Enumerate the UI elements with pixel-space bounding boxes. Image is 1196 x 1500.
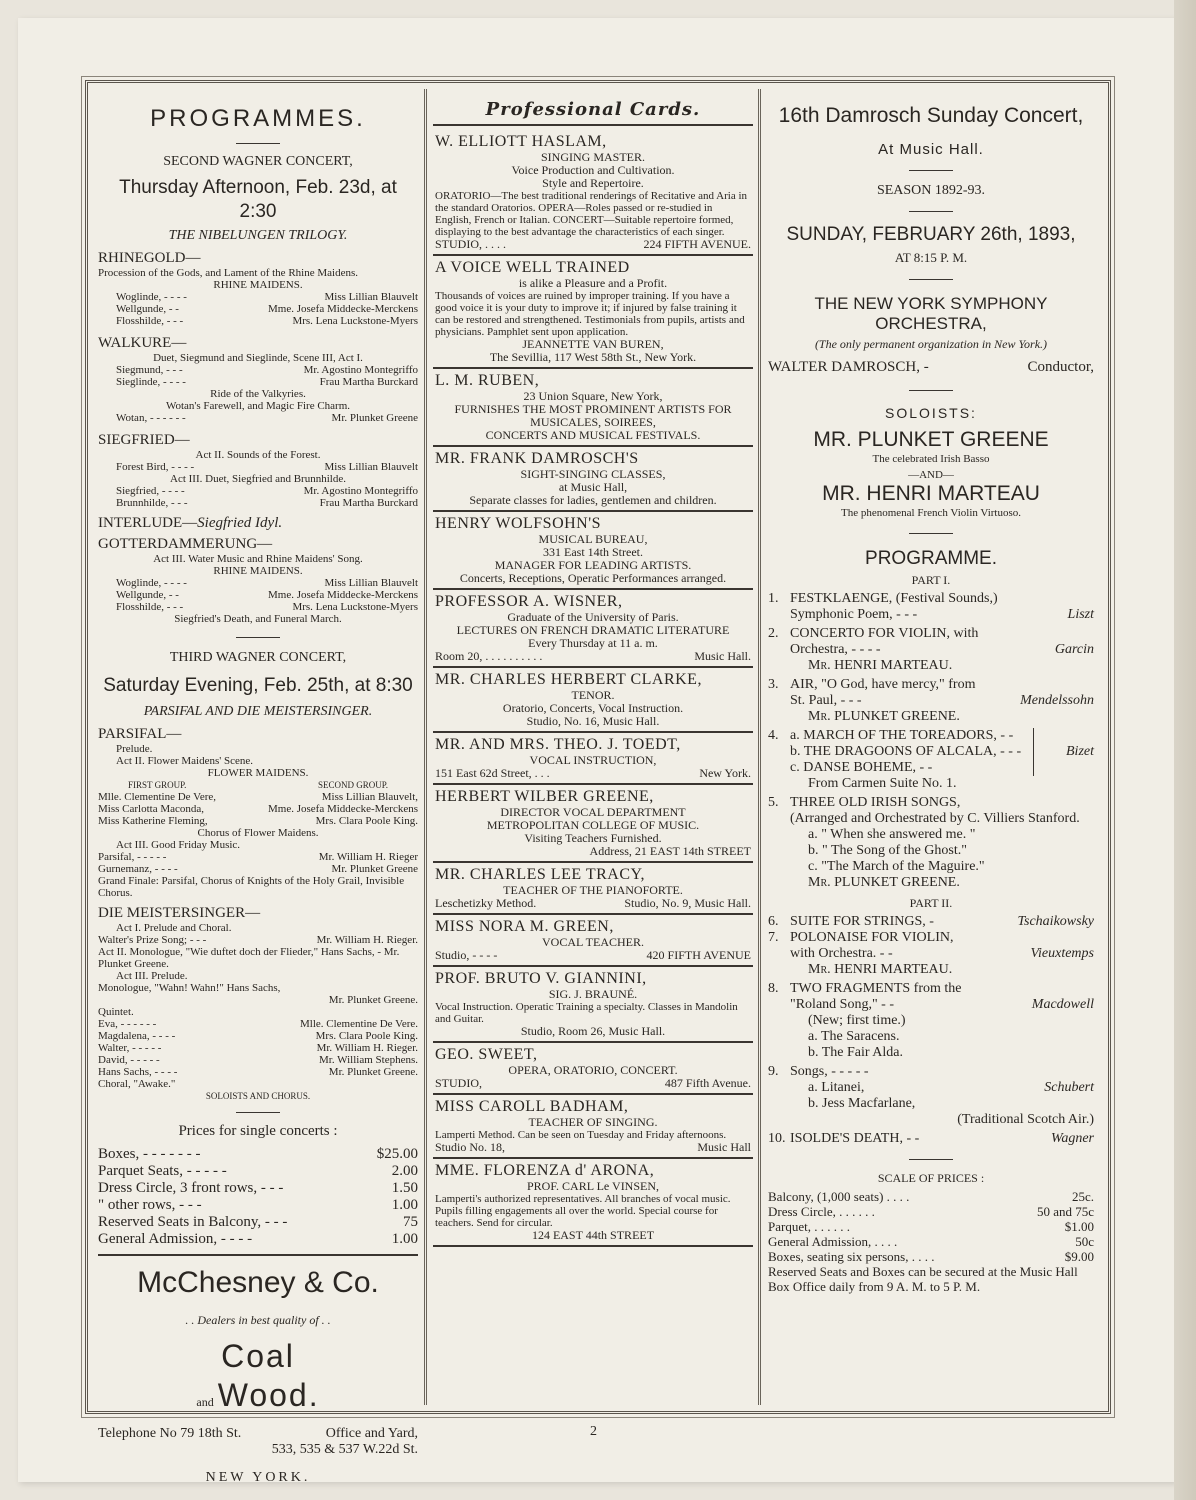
price-label: General Admission, - - - - [98,1231,253,1247]
role: Flosshilde, - - - [116,315,184,327]
programme-item: From Carmen Suite No. 1. [808,776,957,791]
composer: Mendelssohn [1020,693,1094,708]
card-line: METROPOLITAN COLLEGE OF MUSIC. [486,818,700,832]
price-row [98,1197,418,1214]
role: Forest Bird, - - - - [116,461,195,473]
office: Office and Yard, [325,1426,418,1441]
composer: Vieuxtemps [1030,946,1094,961]
card-footer: Leschetizky Method. [435,896,537,910]
card-line: Oratorio, Concerts, Vocal Instruction. [502,701,684,715]
card-line: Separate classes for ladies, gentlemen and children. [469,493,717,507]
performer: Frau Martha Burckard [319,376,418,388]
programme-item: POLONAISE FOR VIOLIN, [790,930,954,945]
role: Flosshilde, - - - [116,601,184,613]
concert-time: AT 8:15 P. M. [894,250,968,265]
performer: Mr. PLUNKET GREENE. [808,875,960,890]
programme-item: a. " When she answered me. " [808,827,976,842]
professional-card [433,447,753,512]
price-label: " other rows, - - - [98,1197,202,1213]
wood-word: Wood. [217,1377,320,1413]
price-row [768,1234,1094,1249]
programme-item: Songs, - - - - - [790,1064,869,1079]
card-name: GEO. SWEET, [435,1046,538,1063]
performer: Mr. HENRI MARTEAU. [808,962,953,977]
programme-line: Quintet. [98,1006,134,1018]
card-line: Lamperti Method. Can be seen on Tuesday and Friday afternoons. [435,1129,727,1141]
card-line: Studio, No. 16, Music Hall. [526,714,660,728]
card-footer: STUDIO, . . . . [435,237,506,251]
card-line: OPERA, ORATORIO, CONCERT. [508,1063,678,1077]
group-label: FIRST GROUP. [128,780,187,790]
column-divider [758,89,765,1405]
programme-line: Act I. Prelude and Choral. [116,922,232,934]
price-row [98,1214,418,1231]
card-line: MUSICAL BUREAU, [538,532,648,546]
card-footer: 487 Fifth Avenue. [664,1076,751,1090]
performer: Mlle. Clementine De Vere. [299,1018,418,1030]
programme-item: FESTKLAENGE, (Festival Sounds,) [790,591,998,606]
card-line: Studio, Room 26, Music Hall. [520,1024,666,1038]
card-footer: Studio, - - - - [435,948,498,962]
card-line: SINGING MASTER. [540,150,645,164]
performer: Mr. Plunket Greene. [328,994,418,1006]
card-line: VOCAL INSTRUCTION, [529,753,657,767]
card-name: MME. FLORENZA d' ARONA, [435,1162,655,1179]
card-line: SIGHT-SINGING CLASSES, [520,467,666,481]
programme-item: a. MARCH OF THE TOREADORS, - - [790,728,1014,743]
card-line: SIG. J. BRAUNÉ. [548,987,638,1001]
programme-line: Wotan's Farewell, and Magic Fire Charm. [165,400,351,412]
professional-card [433,1095,753,1159]
price-label: Parquet Seats, - - - - - [98,1163,227,1179]
card-name: L. M. RUBEN, [435,372,540,389]
coal-word: Coal [221,1338,295,1374]
performer: Mr. Agostino Montegriffo [303,485,418,497]
performer: Mrs. Clara Poole King. [315,1030,418,1042]
price-label: Dress Circle, . . . . . . [768,1204,875,1219]
performer: Mme. Josefa Middecke-Merckens [268,589,418,601]
part-heading: PART II. [909,896,953,910]
card-footer: Music Hall [697,1140,751,1154]
price-value: $1.00 [1064,1219,1094,1234]
programme-heading: PROGRAMME. [865,548,997,569]
role: Sieglinde, - - - - [116,376,186,388]
concert-date: SUNDAY, FEBRUARY 26th, 1893, [786,224,1076,245]
programme-item: "Roland Song," - - [790,997,894,1012]
professional-card [433,733,753,785]
role: Siegmund, - - - [116,364,183,376]
role: Woglinde, - - - - [116,291,187,303]
card-name: HERBERT WILBER GREENE, [435,788,654,805]
card-line: DIRECTOR VOCAL DEPARTMENT [500,805,686,819]
soloist-name: MR. PLUNKET GREENE [813,428,1049,451]
performer: Miss Lillian Blauvelt, [321,791,418,803]
card-line: Style and Repertoire. [542,176,644,190]
programme-line: FLOWER MAIDENS. [207,767,309,779]
card-line: Graduate of the University of Paris. [507,610,679,624]
card-line: Visiting Teachers Furnished. [524,831,662,845]
programme-line: Grand Finale: Parsifal, Chorus of Knights of the Holy Grail, Invisible Chorus. [98,875,405,899]
orchestra-note: (The only permanent organization in New York.) [814,337,1048,351]
composer: Bizet [1066,744,1094,759]
professional-card [433,863,753,915]
part-heading: PART I. [911,573,951,587]
card-line: Vocal Instruction. Operatic Training a specialty. Classes in Mandolin and Guitar. [435,1001,738,1025]
programme-item: Symphonic Poem, - - - [790,607,918,622]
programme-item: c. "The March of the Maguire." [808,859,985,874]
composer: Wagner [1050,1131,1094,1146]
role: Walter, - - - - - [98,1042,162,1054]
programmes-column [98,99,418,1485]
programme-line: Act III. Water Music and Rhine Maidens' Song. [153,553,363,565]
professional-card [433,130,753,256]
role: Siegfried, - - - - [116,485,185,497]
price-label: Balcony, (1,000 seats) . . . . [768,1189,910,1204]
performer: Mrs. Lena Luckstone-Myers [292,315,418,327]
price-value: 75 [403,1214,418,1230]
card-name: PROF. BRUTO V. GIANNINI, [435,970,647,987]
professional-card [433,668,753,733]
card-name: MR. AND MRS. THEO. J. TOEDT, [435,736,681,753]
card-line: Every Thursday at 11 a. m. [528,636,658,650]
card-name: MR. FRANK DAMROSCH'S [435,450,639,467]
card-line: JEANNETTE VAN BUREN, [522,337,664,351]
performer: Mr. William H. Rieger [318,851,418,863]
performer: Mme. Josefa Middecke-Merckens [268,303,418,315]
telephone: Telephone No 79 18th St. [98,1426,242,1441]
card-name: A VOICE WELL TRAINED [435,259,630,276]
price-value: 1.00 [391,1197,418,1213]
programme-line: Act III. Duet, Siegfried and Brunnhilde. [170,473,346,485]
programme-item: (Traditional Scotch Air.) [957,1112,1094,1127]
price-row [98,1180,418,1197]
programme-line: RHINE MAIDENS. [213,565,303,577]
composer: Macdowell [1031,997,1094,1012]
programme-item: (New; first time.) [808,1013,906,1028]
performer: Mme. Josefa Middecke-Merckens [268,803,418,815]
performer: Miss Katherine Fleming, [98,815,208,827]
card-line: at Music Hall, [558,480,628,494]
price-label: Parquet, . . . . . . [768,1219,850,1234]
price-row [768,1249,1094,1264]
card-line: ORATORIO—The best traditional renderings of Recitative and Aria in the standard Oratorios. OPERA—Roles passed or re-studied in English, French or Italian. CONCERT—Suitable repertoire formed, displaying to the best advantage the characteristics of each singer. [435,190,748,238]
card-footer: Address, 21 EAST 14th STREET [589,844,751,858]
card-footer: New York. [699,766,751,780]
mcchesney-tag: . . Dealers in best quality of . . [185,1313,331,1327]
concert-title: 16th Damrosch Sunday Concert, [778,104,1084,127]
performer: Frau Martha Burckard [319,497,418,509]
card-name: MR. CHARLES LEE TRACY, [435,866,645,883]
section-heading: INTERLUDE— [98,515,198,531]
programme-item: a. The Saracens. [808,1029,900,1044]
composer: Schubert [1044,1080,1094,1095]
performer: Mrs. Lena Luckstone-Myers [292,601,418,613]
role: David, - - - - - [98,1054,160,1066]
card-footer: 420 FIFTH AVENUE [646,948,751,962]
column-divider [424,89,431,1405]
performer: Miss Lillian Blauvelt [324,577,418,589]
card-line: is alike a Pleasure and a Profit. [518,276,668,290]
role: Gurnemanz, - - - - [98,863,178,875]
prices-table [98,1146,418,1248]
card-line: 23 Union Square, New York, [523,389,663,403]
venue: At Music Hall. [878,141,984,158]
section-heading: PARSIFAL— [98,726,182,742]
programme-line: Ride of the Valkyries. [210,388,306,400]
performer: Mrs. Clara Poole King. [315,815,418,827]
professional-card [433,256,753,369]
card-name: PROFESSOR A. WISNER, [435,593,623,610]
programme-item: AIR, "O God, have mercy," from [790,677,976,692]
programme-item: ISOLDE'S DEATH, - - [790,1131,920,1146]
programme-line: Act III. Prelude. [116,970,188,982]
price-row [768,1219,1094,1234]
professional-card [433,915,753,967]
card-line: PROF. CARL Le VINSEN, [526,1179,660,1193]
programme-line: Procession of the Gods, and Lament of the Rhine Maidens. [98,267,358,279]
section-heading: Siegfried Idyl. [197,515,283,531]
soloist-note: The celebrated Irish Basso [872,453,990,465]
composer: Liszt [1067,607,1094,622]
price-value: 1.50 [391,1180,418,1196]
price-label: Boxes, seating six persons, . . . . [768,1249,935,1264]
price-row [98,1163,418,1180]
card-footer: Music Hall. [694,649,751,663]
section-heading: WALKURE— [98,335,187,351]
performer: Mlle. Clementine De Vere, [98,791,217,803]
card-line: The Sevillia, 117 West 58th St., New York. [489,350,697,364]
price-value: 50c [1075,1234,1094,1249]
card-name: MISS NORA M. GREEN, [435,918,614,935]
programme-item: THREE OLD IRISH SONGS, [790,795,961,810]
second-concert-title: SECOND WAGNER CONCERT, [163,154,353,169]
page-spine [1174,0,1196,1500]
third-concert-time: Saturday Evening, Feb. 25th, at 8:30 [103,675,413,696]
price-value: 2.00 [391,1163,418,1179]
soloist-note: The phenomenal French Violin Virtuoso. [840,507,1022,519]
card-line: MANAGER FOR LEADING ARTISTS. [494,558,692,572]
card-line: TEACHER OF SINGING. [528,1115,658,1129]
address: 533, 535 & 537 W.22d St. [271,1442,418,1457]
card-line: FURNISHES THE MOST PROMINENT ARTISTS FOR [454,402,732,416]
group-label: SECOND GROUP. [317,780,388,790]
professional-card [433,1159,753,1247]
composer: Garcin [1054,642,1094,657]
page-number: 2 [590,1424,597,1439]
card-footer: Studio No. 18, [435,1140,506,1154]
programme-line: Siegfried's Death, and Funeral March. [174,613,342,625]
card-footer: STUDIO, [435,1076,482,1090]
performer: Miss Lillian Blauvelt [324,291,418,303]
price-row [768,1204,1094,1219]
section-heading: GOTTERDAMMERUNG— [98,536,273,552]
card-line: MUSICALES, SOIREES, [530,415,656,429]
third-concert-subtitle: PARSIFAL AND DIE MEISTERSINGER. [143,704,373,719]
programme-line: Act III. Good Friday Music. [116,839,241,851]
programmes-heading: PROGRAMMES. [150,105,366,132]
programme-line: SOLOISTS AND CHORUS. [205,1091,311,1101]
soloist-name: MR. HENRI MARTEAU [822,482,1040,505]
professional-card [433,512,753,590]
performer: Miss Carlotta Maconda, [98,803,205,815]
card-line: Lamperti's authorized representatives. All branches of vocal music. Pupils filling engagements all over the world. Special course for teachers. Send for circular. [435,1193,731,1229]
role: Wellgunde, - - [116,589,179,601]
section-heading: RHINEGOLD— [98,250,201,266]
performer: Mr. Plunket Greene [331,412,418,424]
price-row [768,1189,1094,1204]
card-footer: 224 FIFTH AVENUE. [643,237,751,251]
sunday-concert-column: 16th Damrosch Sunday Concert, At Music Hall. SEASON 1892-93. SUNDAY, FEBRUARY 26th, 1893, AT 8:15 P. M. THE NEW YORK SYMPHONY ORCHESTRA, (The only permanent organization in New York.) WALTER DAMROSCH, - Conductor, SOLOISTS: MR. PLUNKET GREENE The celebrated Irish Basso —AND— MR. HENRI MARTEAU The phenomenal French Violin Virtuoso. PROGRAMME. PART I. 1. FESTKLAENGE, (Festival Sounds,) Symphonic Poem, - - - Liszt 2. CONCERTO FOR VIOLIN, with Orchestra, - - - - Garcin Mr. HENRI MARTEAU. 3. AIR, "O God, have mercy," from St. Paul, - - - Mendelssohn Mr. PLUNKET GREENE. 4. a. MARCH OF THE TOREADORS, - - b. THE DRAGOONS OF ALCALA, - - - c. DANSE BOHEME, - - Bizet From Carmen Suite No. 1. 5. THREE OLD IRISH SONGS, (Arranged and Orchestrated by C. Villiers Stanford. a. " When she answered me. " b. " The Song of the Ghost." c. "The March of the Maguire." Mr. PLUNKET GREENE. PART II. 6. SUITE FOR STRINGS, - Tschaikowsky 7. POLONAISE FOR VIOLIN, with Orchestra. - - Vieuxtemps Mr. HENRI MARTEAU. 8. TWO FRAGMENTS from the "Roland Song," - - Macdowell (New; first time.) a. The Saracens. b. The Fair Alda. 9. Songs, - - - - - a. Litanei, Schubert b. Jess Macfarlane, (Traditional Scotch Air.) 10. ISOLDE'S DEATH, - - Wagner SCALE OF PRICES : Balcony, (1,000 seats) . . . . 25c. Dress Circle, . . . . . . 50 and 75c Parquet, . . . . . . $1.00 General Admission, . . . . 50c Boxes, seating six persons, . . . . $9.00 Reserved Seats and Boxes can be secured at the Music Hall Box Office daily from 9 A. M. to 5 P. M. [768,104,1094,1294]
second-concert-subtitle: THE NIBELUNGEN TRILOGY. [168,228,348,243]
card-name: MR. CHARLES HERBERT CLARKE, [435,671,702,688]
programme-line: Act II. Sounds of the Forest. [195,449,321,461]
programme-line: Choral, "Awake." [98,1078,176,1090]
programme-item: with Orchestra. - - [790,946,893,961]
role: Eva, - - - - - - [98,1018,157,1030]
card-line: TENOR. [571,688,615,702]
mcchesney-name: McChesney & Co. [137,1266,379,1299]
price-value: $25.00 [376,1146,418,1162]
performer: Mr. Plunket Greene. [328,1066,418,1078]
price-label: Boxes, - - - - - - - [98,1146,201,1162]
programme-line: Monologue, "Wahn! Wahn!" Hans Sachs, [98,982,281,994]
city: NEW YORK. [205,1470,311,1485]
performer: Mr. Plunket Greene [331,863,418,875]
programme-item: SUITE FOR STRINGS, - [790,914,934,929]
price-label: Reserved Seats in Balcony, - - - [98,1214,288,1230]
role: Wotan, - - - - - - [116,412,186,424]
card-name: HENRY WOLFSOHN'S [435,515,602,532]
role: Wellgunde, - - [116,303,179,315]
programme-item: c. DANSE BOHEME, - - [790,760,933,775]
price-value: 25c. [1071,1189,1094,1204]
card-line: 124 EAST 44th STREET [531,1228,655,1242]
card-line: LECTURES ON FRENCH DRAMATIC LITERATURE [456,623,730,637]
price-label: Dress Circle, 3 front rows, - - - [98,1180,284,1196]
professional-card [433,785,753,863]
performer: Mr. Agostino Montegriffo [303,364,418,376]
professional-card [433,967,753,1043]
card-line: Voice Production and Cultivation. [511,163,675,177]
programme-item: b. THE DRAGOONS OF ALCALA, - - - [790,744,1022,759]
price-value: 1.00 [391,1231,418,1247]
reserved-note: Reserved Seats and Boxes can be secured at the Music Hall Box Office daily from 9 A. M. to 5 P. M. [768,1264,1078,1294]
role: Woglinde, - - - - [116,577,187,589]
prices-title: Prices for single concerts : [178,1123,338,1139]
cards-heading: Professional Cards. [485,99,701,120]
page-frame [85,80,1111,1485]
programme-item: (Arranged and Orchestrated by C. Villiers Stanford. [790,811,1080,826]
professional-cards-column [433,99,753,1401]
price-value: $9.00 [1064,1249,1094,1264]
professional-card [433,1043,753,1095]
section-heading: SIEGFRIED— [98,432,190,448]
card-line: Thousands of voices are ruined by improper training. If you have a good voice it is your duty to improve it; if injured by false training it can be restored and strengthened. Testimonials from pupils, artists and physicians. Pamphlet sent upon application. [435,290,745,338]
card-line: 331 East 14th Street. [543,545,643,559]
third-concert-title: THIRD WAGNER CONCERT, [169,650,347,665]
programme-line: Duet, Siegmund and Sieglinde, Scene III, Act I. [153,352,363,364]
programme-line: Chorus of Flower Maidens. [197,827,319,839]
card-line: VOCAL TEACHER. [542,935,644,949]
role: Parsifal, - - - - - [98,851,167,863]
performer: Miss Lillian Blauvelt [324,461,418,473]
role: Hans Sachs, - - - - [98,1066,178,1078]
programme-item: TWO FRAGMENTS from the [790,981,962,996]
scale-heading: SCALE OF PRICES : [877,1171,985,1185]
programme-item: Orchestra, - - - - [790,642,881,657]
programme-line: Act II. Flower Maidens' Scene. [116,755,254,767]
professional-card [433,590,753,668]
card-line: TEACHER OF THE PIANOFORTE. [503,883,683,897]
card-name: W. ELLIOTT HASLAM, [435,133,607,150]
card-line: Concerts, Receptions, Operatic Performances arranged. [459,571,727,585]
programme-line: Prelude. [116,743,153,755]
card-footer: Room 20, . . . . . . . . . . [435,649,543,663]
second-concert-time: Thursday Afternoon, Feb. 23d, at 2:30 [119,177,397,222]
price-value: 50 and 75c [1036,1204,1094,1219]
price-row [98,1146,418,1163]
price-label: General Admission, . . . . [768,1234,898,1249]
card-footer: 151 East 62d Street, . . . [435,766,550,780]
programme-item: St. Paul, - - - [790,693,862,708]
programme-line: Act II. Monologue, "Wie duftet doch der Flieder," Hans Sachs, - Mr. Plunket Greene. [98,946,400,970]
card-footer: Studio, No. 9, Music Hall. [624,896,751,910]
role: Magdalena, - - - - [98,1030,176,1042]
price-row [98,1231,418,1248]
programme-item: b. " The Song of the Ghost." [808,843,967,858]
season: SEASON 1892-93. [876,183,986,198]
performer: Mr. HENRI MARTEAU. [808,658,953,673]
role: Brunnhilde, - - - [116,497,188,509]
programme-item: b. Jess Macfarlane, [808,1096,916,1111]
card-name: MISS CAROLL BADHAM, [435,1098,629,1115]
composer: Tschaikowsky [1017,914,1094,929]
orchestra: THE NEW YORK SYMPHONY ORCHESTRA, [814,294,1048,333]
programme-item: a. Litanei, [808,1080,865,1095]
programme-line: RHINE MAIDENS. [213,279,303,291]
performer: Mr. William H. Rieger. [316,934,418,946]
conductor-role: Conductor, [1027,359,1094,375]
section-heading: DIE MEISTERSINGER— [98,905,261,921]
and-divider: —AND— [908,469,954,481]
conductor: WALTER DAMROSCH, - [768,359,929,375]
role: Walter's Prize Song; - - - [98,934,207,946]
performer: Mr. William Stephens. [319,1054,418,1066]
professional-card [433,369,753,447]
card-line: CONCERTS AND MUSICAL FESTIVALS. [485,428,701,442]
programme-item: CONCERTO FOR VIOLIN, with [790,626,979,641]
performer: Mr. PLUNKET GREENE. [808,709,960,724]
performer: Mr. William H. Rieger. [316,1042,418,1054]
and-word: and [196,1395,214,1409]
programme-item: b. The Fair Alda. [808,1045,904,1060]
soloists-heading: SOLOISTS: [885,405,977,421]
